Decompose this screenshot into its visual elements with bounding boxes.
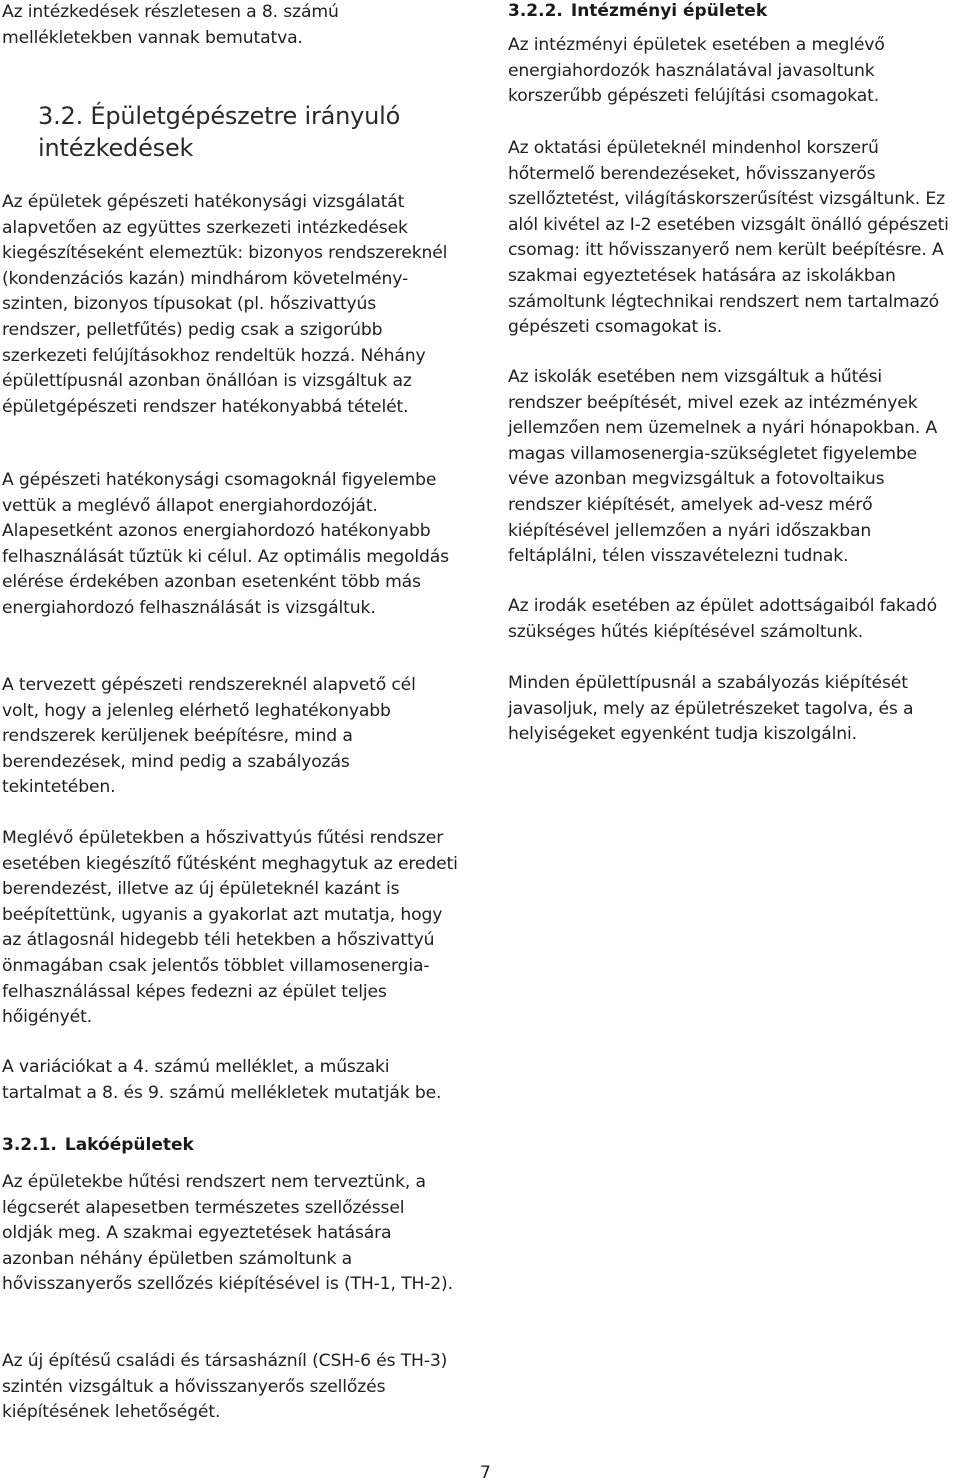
page-number: 7 [480, 1463, 491, 1483]
subsection-title-residential [2, 1134, 194, 1156]
right-paragraph-4: Az irodák esetében az épület adottságaiból fakadó szükséges hűtés kiépítésével számoltunk. [508, 596, 937, 642]
paragraph-3: A tervezett gépészeti rendszereknél alapvető cél volt, hogy a jelenleg elérhető leghatékonyabb rendszerek kerüljenek beépítésre, mind a berendezések, mind pedig a szabályozás tekintetében. [2, 675, 416, 798]
right-paragraph-1: Az intézményi épületek esetében a meglévő energiahordozók használatával javasoltunk korszerűbb gépészeti felújítási csomagokat. [508, 35, 885, 107]
section-title: 3.2. Épületgépészetre irányuló intézkedések [38, 102, 401, 162]
sub-paragraph-2: Az új építésű családi és társasházníl (CSH-6 és TH-3) szintén vizsgáltuk a hővisszanyerős szellőzés kiépítésének lehetőségét. [2, 1351, 448, 1423]
paragraph-4: Meglévő épületekben a hőszivattyús fűtési rendszer esetében kiegészítő fűtésként meghagytuk az eredeti berendezést, illetve az új épületeknél kazánt is beépítettünk, ugyanis a gyakorlat azt mutatja, hogy az átlagosnál hidegebb téli hetekben a hőszivattyú önmagában csak jelentős többlet villamosenergia-felhasználással képes fedezni az épület teljes hőigényét. [2, 828, 458, 1028]
paragraph-1: Az épületek gépészeti hatékonysági vizsgálatát alapvetően az együttes szerkezeti intézkedések kiegészítéseként elemeztük: bizonyos rendszereknél (kondenzációs kazán) mindhárom követelmény-szinten, bizonyos típusokat (pl. hőszivattyús rendszer, pelletfűtés) pedig csak a szigorúbb szerkezeti felújításokhoz rendeltük hozzá. Néhány épülettípusnál azonban önállóan is vizsgáltuk az épületgépészeti rendszer hatékonyabbá tételét. [2, 192, 448, 417]
subsection-label: Intézményi épületek [570, 1, 768, 21]
paragraph-2: A gépészeti hatékonysági csomagoknál figyelembe vettük a meglévő állapot energiahordozóját. Alapesetként azonos energiahordozó hatékonyabb felhasználását tűztük ki célul. Az optimális megoldás elérése érdekében azonban esetenként több más energiahordozó felhasználását is vizsgáltuk. [2, 470, 449, 618]
right-paragraph-2: Az oktatási épületeknél mindenhol korszerű hőtermelő berendezéseket, hővisszanyerős szellőztetést, világításkorszerűsítést vizsgáltunk. Ez alól kivétel az I-2 esetében vizsgált önálló gépészeti csomag: itt hővisszanyerő nem került beépítésre. A szakmai egyeztetések hatására az iskolákban számoltunk légtechnikai rendszert nem tartalmazó gépészeti csomagokat is. [508, 138, 949, 338]
subsection-label: Lakóépületek [64, 1135, 194, 1155]
right-paragraph-3: Az iskolák esetében nem vizsgáltuk a hűtési rendszer beépítését, mivel ezek az intézmények jellemzően nem üzemelnek a nyári hónapokban. A magas villamosenergia-szükségletet figyelembe véve azonban megvizsgáltuk a fotovoltaikus rendszer kiépítését, amelyek ad-vesz mérő kiépítésével jellemzően a nyári időszakban feltáplálni, télen visszavételezni tudnak. [508, 367, 938, 567]
sub-paragraph-1: Az épületekbe hűtési rendszert nem terveztünk, a légcserét alapesetben természetes szellőzéssel oldják meg. A szakmai egyeztetések hatására azonban néhány épületben számoltunk a hővisszanyerős szellőzés kiépítésével is (TH-1, TH-2). [2, 1172, 453, 1295]
subsection-title-institutional [508, 0, 767, 22]
subsection-number: 3.2.2. [508, 1, 563, 21]
paragraph-5: A variációkat a 4. számú melléklet, a műszaki tartalmat a 8. és 9. számú mellékletek mutatják be. [2, 1057, 442, 1103]
subsection-number: 3.2.1. [2, 1135, 57, 1155]
right-paragraph-5: Minden épülettípusnál a szabályozás kiépítését javasoljuk, mely az épületrészeket tagolva, és a helyiségeket egyenként tudja kiszolgálni. [508, 673, 914, 745]
intro-paragraph: Az intézkedések részletesen a 8. számú mellékletekben vannak bemutatva. [2, 2, 339, 48]
